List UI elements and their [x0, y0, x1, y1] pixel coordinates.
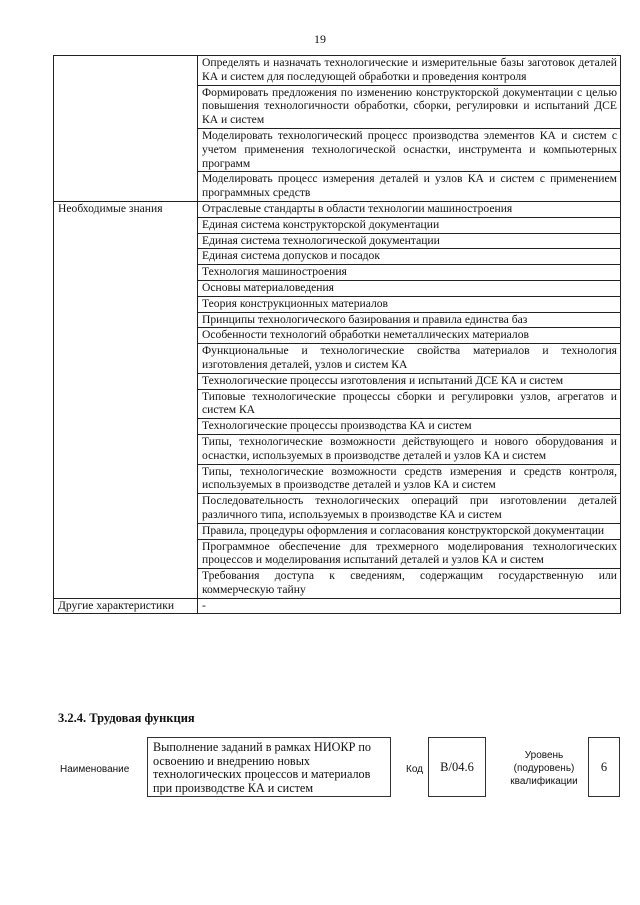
row-item: Принципы технологического базирования и правила единства баз — [198, 312, 621, 328]
name-label: Наименование — [60, 764, 130, 775]
requirements-table — [53, 55, 621, 614]
qualification-level-label: Уровень (подуровень) квалификации — [510, 750, 578, 788]
row-item: Типы, технологические возможности средств измерения и средств контроля, используемых в производстве деталей и узлов КА и систем — [198, 464, 621, 494]
row-item: Типы, технологические возможности действующего и нового оборудования и оснастки, используемых в производстве деталей и узлов КА и систем — [198, 434, 621, 464]
table-row — [54, 56, 621, 86]
row-item: Основы материаловедения — [198, 280, 621, 296]
page-number: 19 — [314, 32, 326, 46]
row-item: Единая система технологической документации — [198, 233, 621, 249]
row-item: Формировать предложения по изменению конструкторской документации с целью повышения технологичности обработки, сборки, регулировки и испытаний ДСЕ КА и систем — [198, 85, 621, 128]
section-heading: 3.2.4. Трудовая функция — [58, 711, 195, 725]
row-item: Моделировать технологический процесс производства элементов КА и систем с учетом применения технологической оснастки, инструмента и компьютерных программ — [198, 128, 621, 171]
row-label: Необходимые знания — [54, 201, 198, 598]
row-item: Отраслевые стандарты в области технологии машиностроения — [198, 201, 621, 217]
row-item: Технологические процессы производства КА и систем — [198, 419, 621, 435]
row-item: Технология машиностроения — [198, 265, 621, 281]
row-item: Особенности технологий обработки неметаллических материалов — [198, 328, 621, 344]
row-item: - — [198, 598, 621, 614]
row-item: Правила, процедуры оформления и согласования конструкторской документации — [198, 523, 621, 539]
name-value: Выполнение заданий в рамках НИОКР по освоению и внедрению новых технологических процессов и материалов при производстве КА и систем — [147, 737, 391, 797]
table-row — [54, 201, 621, 217]
row-label — [54, 56, 198, 202]
qualification-level-value: 6 — [588, 737, 620, 797]
row-item: Требования доступа к сведениям, содержащим государственную или коммерческую тайну — [198, 569, 621, 599]
row-item: Определять и назначать технологические и измерительные базы заготовок деталей КА и систем для последующей обработки и проведения контроля — [198, 56, 621, 86]
row-item: Моделировать процесс измерения деталей и узлов КА и систем с применением программных средств — [198, 172, 621, 202]
row-item: Единая система конструкторской документации — [198, 217, 621, 233]
requirements-table-body — [54, 56, 621, 614]
row-item: Единая система допусков и посадок — [198, 249, 621, 265]
row-item: Теория конструкционных материалов — [198, 296, 621, 312]
row-label: Другие характеристики — [54, 598, 198, 614]
code-label: Код — [406, 764, 424, 775]
row-item: Типовые технологические процессы сборки и регулировки узлов, агрегатов и систем КА — [198, 389, 621, 419]
row-item: Программное обеспечение для трехмерного моделирования технологических процессов и моделирования испытаний деталей и узлов КА и систем — [198, 539, 621, 569]
row-item: Технологические процессы изготовления и испытаний ДСЕ КА и систем — [198, 373, 621, 389]
row-item: Последовательность технологических операций при изготовлении деталей различного типа, используемых в производстве КА и систем — [198, 494, 621, 524]
code-value: B/04.6 — [428, 737, 486, 797]
row-item: Функциональные и технологические свойства материалов и технология изготовления деталей, узлов и систем КА — [198, 344, 621, 374]
table-row — [54, 598, 621, 614]
